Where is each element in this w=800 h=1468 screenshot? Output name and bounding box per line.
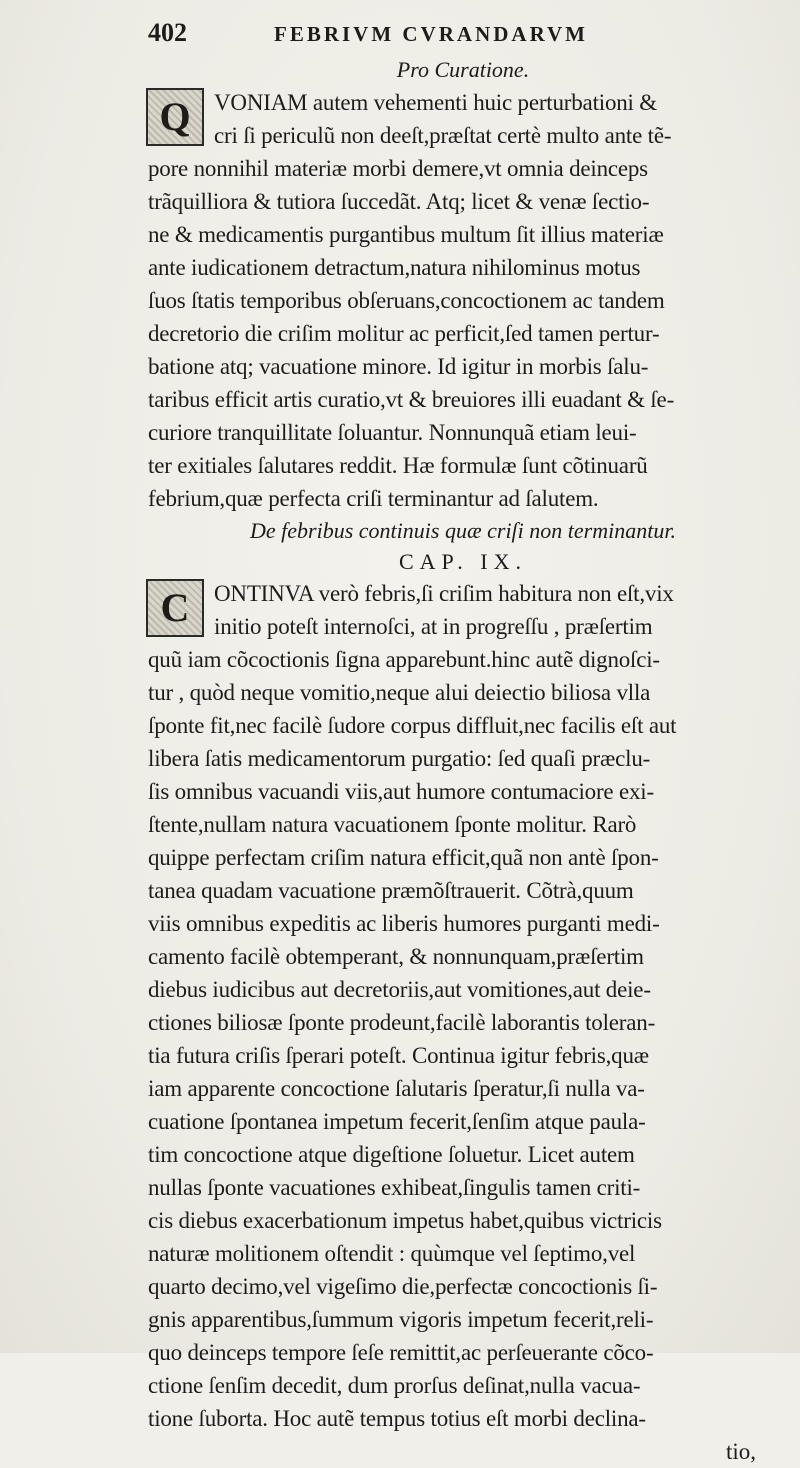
text-line: tia futura criſis ſperari poteſt. Continua igitur febris,quæ [148, 1043, 649, 1068]
text-line: curiore tranquillitate ſoluantur. Nonnunquã etiam leui- [148, 420, 637, 445]
text-line: nullas ſponte vacuationes exhibeat,ſingulis tamen criti- [148, 1175, 641, 1200]
text-line: libera ſatis medicamentorum purgatio: ſed quaſi præclu- [148, 746, 651, 771]
text-line: tanea quadam vacuatione præmõſtrauerit. Cõtrà,quum [148, 878, 634, 903]
catchword: tio, [725, 1439, 756, 1464]
text-line: quo deinceps tempore ſeſe remittit,ac perſeuerante cõco- [148, 1340, 654, 1365]
section2-lines [148, 577, 778, 1435]
section1-lines [148, 86, 778, 515]
text-line: tur , quòd neque vomitio,neque alui deiectio biliosa vlla [148, 680, 651, 705]
text-line: decretorio die criſim molitur ac perficit,ſed tamen pertur- [148, 321, 660, 346]
text-line: ter exitiales ſalutares reddit. Hæ formulæ ſunt cõtinuarũ [148, 453, 648, 478]
section2-body [148, 577, 778, 1435]
text-line: febrium,quæ perfecta criſi terminantur ad ſalutem. [148, 486, 599, 511]
text-line: ne & medicamentis purgantibus multum ſit illius materiæ [148, 222, 664, 247]
text-line: tione ſuborta. Hoc autẽ tempus totius eſt morbi declina- [148, 1406, 646, 1431]
text-line: pore nonnihil materiæ morbi demere,vt omnia deinceps [148, 156, 648, 181]
text-line: ſuos ſtatis temporibus obſeruans,concoctionem ac tandem [148, 288, 665, 313]
text-line: tim concoctione atque digeſtione ſoluetur. Licet autem [148, 1142, 635, 1167]
text-line: ctione ſenſim decedit, dum prorſus deſinat,nulla vacua- [148, 1373, 641, 1398]
decorated-initial-q: Q [146, 88, 204, 146]
text-line: trãquilliora & tutiora ſuccedãt. Atq; licet & venæ ſectio- [148, 189, 650, 214]
decorated-initial-c: C [146, 579, 204, 637]
text-line: VONIAM autem vehementi huic perturbationi & [214, 90, 657, 115]
text-line: gnis apparentibus,ſummum vigoris impetum fecerit,reli- [148, 1307, 654, 1332]
text-line: ſtente,nullam natura vacuationem ſponte molitur. Rarò [148, 812, 637, 837]
page-number: 402 [148, 18, 187, 47]
text-line: cri ſi periculũ non deeſt,præſtat certè multo ante tẽ- [214, 123, 672, 148]
chapter-label: CAP. IX. [398, 549, 528, 574]
text-line: quippe perfectam criſim natura efficit,quã non antè ſpon- [148, 845, 659, 870]
text-line: ONTINVA verò febris,ſi criſim habitura non eſt,vix [214, 581, 674, 606]
text-line: naturæ molitionem oſtendit : quùmque vel ſeptimo,vel [148, 1241, 636, 1266]
running-head [148, 18, 768, 48]
text-line: iam apparente concoctione ſalutaris ſperatur,ſi nulla va- [148, 1076, 645, 1101]
text-line: diebus iudicibus aut decretoriis,aut vomitiones,aut deie- [148, 977, 651, 1002]
section-heading-febribus: De febribus continuis quæ criſi non terminantur. [250, 518, 676, 543]
running-head-title: FEBRIVM CVRANDARVM [274, 22, 588, 46]
text-line: camento facilè obtemperant, & nonnunquam,præſertim [148, 944, 644, 969]
text-line: ſis omnibus vacuandi viis,aut humore contumaciore exi- [148, 779, 654, 804]
text-line: viis omnibus expeditis ac liberis humores purganti medi- [148, 911, 660, 936]
section-heading-curatione: Pro Curatione. [396, 57, 530, 82]
text-line: ante iudicationem detractum,natura nihilominus motus [148, 255, 641, 280]
text-column [148, 54, 778, 1468]
text-line: cuatione ſpontanea impetum fecerit,ſenſim atque paula- [148, 1109, 646, 1134]
section1-body [148, 86, 778, 515]
text-line: quarto decimo,vel vigeſimo die,perfectæ concoctionis ſi- [148, 1274, 658, 1299]
text-line: quũ iam cõcoctionis ſigna apparebunt.hinc autẽ dignoſci- [148, 647, 660, 672]
text-line: taribus efficit artis curatio,vt & breuiores illi euadant & ſe- [148, 387, 675, 412]
text-line: initio poteſt internoſci, at in progreſſu , præſertim [214, 614, 653, 639]
text-line: batione atq; vacuatione minore. Id igitur in morbis ſalu- [148, 354, 649, 379]
text-line: ſponte fit,nec facilè ſudore corpus diffluit,nec facilis eſt aut [148, 713, 677, 738]
text-line: ctiones biliosæ ſponte prodeunt,facilè laborantis toleran- [148, 1010, 656, 1035]
text-line: cis diebus exacerbationum impetus habet,quibus victricis [148, 1208, 662, 1233]
